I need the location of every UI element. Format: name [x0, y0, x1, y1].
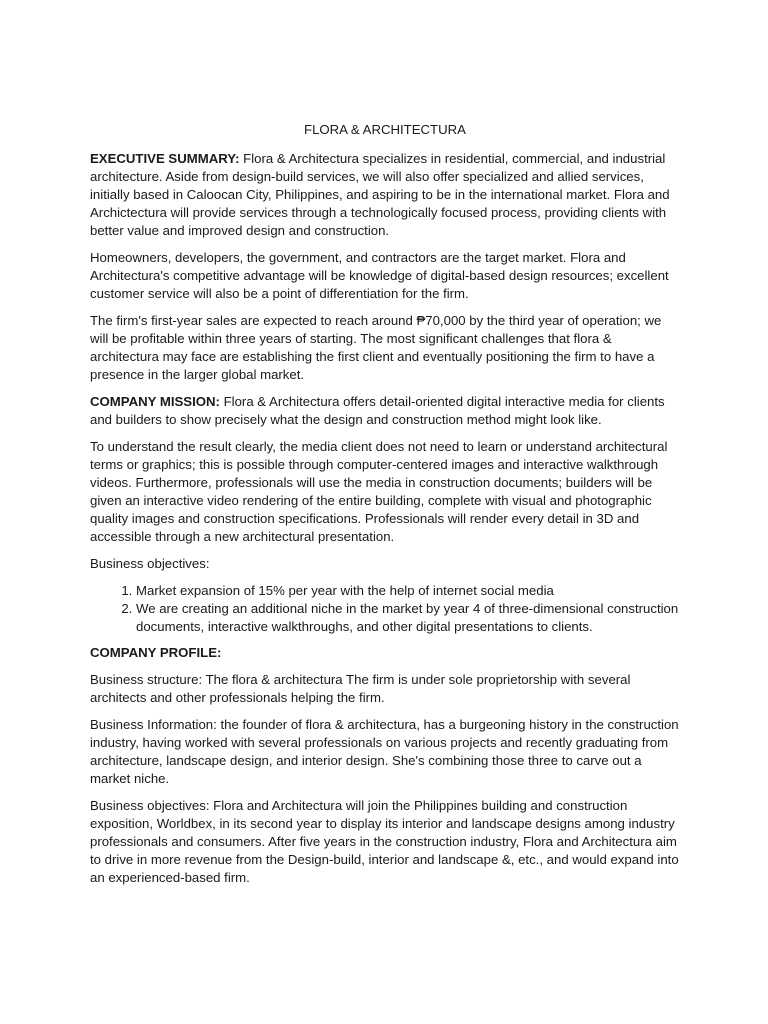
company-mission-text: Flora & Architectura offers detail-oriented digital interactive media for clients and builders to show precisely what the design and construction method might look like. — [90, 394, 665, 427]
executive-summary-paragraph — [90, 150, 680, 240]
sales-paragraph: The firm's first-year sales are expected to reach around ₱70,000 by the third year of operation; we will be profitable within three years of starting. The most significant challenges that flora & architectura may face are establishing the first client and eventually positioning the firm to have a presence in the larger global market. — [90, 313, 662, 382]
document-title: FLORA & ARCHITECTURA — [304, 122, 466, 137]
company-mission-heading: COMPANY MISSION: — [90, 394, 220, 409]
executive-summary-heading: EXECUTIVE SUMMARY: — [90, 151, 240, 166]
document-page — [90, 121, 680, 896]
business-objectives-profile-paragraph: Business objectives: Flora and Architectura will join the Philippines building and construction exposition, Worldbex, in its second year to display its interior and landscape designs among industry professionals and consumers. After five years in the construction industry, Flora and Architectura aim to drive in more revenue from the Design-build, interior and landscape &, etc., and would expand into an experienced-based firm. — [90, 798, 679, 885]
media-explanation-paragraph: To understand the result clearly, the media client does not need to learn or understand architectural terms or graphics; this is possible through computer-centered images and interactive walkthrough videos. Furthermore, professionals will use the media in construction documents; builders will be given an interactive video rendering of the entire building, complete with visual and photographic quality images and construction specifications. Professionals will render every detail in 3D and accessible through a new architectural presentation. — [90, 439, 668, 544]
business-objectives-list — [90, 582, 680, 636]
list-item: 2. We are creating an additional niche in the market by year 4 of three-dimensional construction documents, interactive walkthroughs, and other digital presentations to clients. — [136, 600, 680, 636]
company-mission-paragraph — [90, 393, 680, 429]
business-information-paragraph: Business Information: the founder of flora & architectura, has a burgeoning history in the construction industry, having worked with several professionals on various projects and recently graduating from architecture, landscape design, and interior design. She's combining those three to carve out a market niche. — [90, 717, 679, 786]
business-structure-paragraph: Business structure: The flora & architectura The firm is under sole proprietorship with several architects and other professionals helping the firm. — [90, 672, 631, 705]
executive-summary-text: Flora & Architectura specializes in residential, commercial, and industrial architecture. Aside from design-build services, we will also offer specialized and allied services, initially based in Caloocan City, Philippines, and aspiring to be in the international market. Flora and Archictectura will provide services through a technologically focused process, providing clients with better value and improved design and construction. — [90, 151, 670, 238]
company-profile-heading: COMPANY PROFILE: — [90, 645, 222, 660]
target-market-paragraph: Homeowners, developers, the government, and contractors are the target market. Flora and Architectura's competitive advantage will be knowledge of digital-based design resources; excellent customer service will also be a point of differentiation for the firm. — [90, 250, 669, 301]
list-item: 1. Market expansion of 15% per year with the help of internet social media — [136, 582, 680, 600]
business-objectives-label: Business objectives: — [90, 556, 210, 571]
